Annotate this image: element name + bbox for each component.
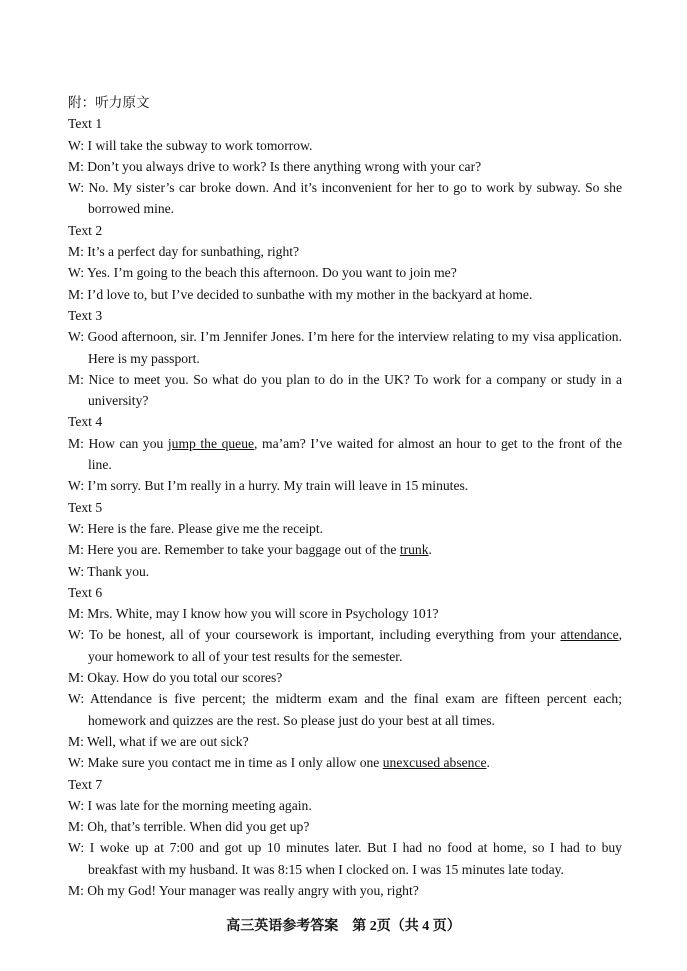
- line-text: Well, what if we are out sick?: [87, 733, 249, 749]
- transcript: [68, 92, 622, 901]
- dialogue-line: M: Don’t you always drive to work? Is there anything wrong with your car?: [68, 158, 482, 174]
- text-block: [68, 220, 622, 305]
- text-block: [68, 411, 622, 496]
- speaker-label: W: [68, 137, 81, 153]
- speaker-label: W: [68, 265, 81, 281]
- dialogue-line: M: Okay. How do you total our scores?: [68, 670, 283, 686]
- dialogue-line: W: No. My sister’s car broke down. And it’s inconvenient for her to go to work by subway. So she borrowed mine.: [68, 180, 622, 217]
- text-block: [68, 497, 622, 582]
- section-heading: 附：听力原文: [68, 95, 150, 110]
- text-label: Text 5: [68, 499, 103, 515]
- line-text: .: [486, 755, 490, 771]
- line-text: , your homework to all of your test results for the semester.: [88, 627, 623, 664]
- underlined-phrase: trunk: [399, 542, 429, 558]
- text-list: [68, 113, 622, 901]
- speaker-label: W: [68, 755, 81, 771]
- line-text: Thank you.: [87, 563, 150, 579]
- dialogue-line: M: Well, what if we are out sick?: [68, 733, 249, 749]
- text-block: [68, 113, 622, 219]
- line-text: Mrs. White, may I know how you will score in Psychology 101?: [87, 606, 439, 622]
- speaker-label: M: [68, 244, 81, 260]
- line-text: I was late for the morning meeting again.: [87, 797, 312, 813]
- dialogue-line: W: Good afternoon, sir. I’m Jennifer Jones. I’m here for the interview relating to my visa application. Here is my passport.: [68, 329, 622, 366]
- line-text: .: [428, 542, 432, 558]
- speaker-label: W: [68, 563, 81, 579]
- dialogue-line: M: How can you jump the queue, ma’am? I’ve waited for almost an hour to get to the front of the line.: [68, 435, 622, 473]
- speaker-label: M: [68, 371, 81, 387]
- speaker-label: W: [68, 520, 81, 536]
- speaker-label: W: [68, 840, 81, 856]
- dialogue-line: M: Oh my God! Your manager was really angry with you, right?: [68, 882, 419, 898]
- line-text: I will take the subway to work tomorrow.: [87, 137, 313, 153]
- line-text: Here you are. Remember to take your baggage out of the: [87, 542, 400, 558]
- line-text: , ma’am? I’ve waited for almost an hour to get to the front of the line.: [88, 435, 622, 473]
- line-text: Good afternoon, sir. I’m Jennifer Jones. I’m here for the interview relating to my visa application. Here is my passport.: [87, 329, 622, 366]
- dialogue-line: W: I will take the subway to work tomorrow.: [68, 137, 313, 153]
- line-text: To be honest, all of your coursework is important, including everything from your: [88, 627, 561, 643]
- speaker-label: M: [68, 542, 81, 558]
- line-text: Nice to meet you. So what do you plan to do in the UK? To work for a company or study in a university?: [88, 371, 622, 409]
- dialogue-line: W: I was late for the morning meeting again.: [68, 797, 312, 813]
- dialogue-line: W: Yes. I’m going to the beach this afternoon. Do you want to join me?: [68, 265, 457, 281]
- underlined-phrase: unexcused absence: [382, 755, 487, 771]
- dialogue-line: W: I’m sorry. But I’m really in a hurry. My train will leave in 15 minutes.: [68, 478, 469, 494]
- speaker-label: M: [68, 286, 81, 302]
- dialogue-line: M: I’d love to, but I’ve decided to sunbathe with my mother in the backyard at home.: [68, 286, 533, 302]
- speaker-label: W: [68, 478, 81, 494]
- dialogue-line: W: Attendance is five percent; the midterm exam and the final exam are fifteen percent each; homework and quizzes are the rest. So please just do your best at all times.: [68, 691, 622, 728]
- line-text: Oh my God! Your manager was really angry with you, right?: [87, 882, 419, 898]
- speaker-label: M: [68, 733, 81, 749]
- speaker-label: M: [68, 606, 81, 622]
- line-text: I woke up at 7:00 and got up 10 minutes later. But I had no food at home, so I had to buy breakfast with my husband. It was 8:15 when I clocked on. I was 15 minutes late today.: [88, 840, 622, 877]
- line-text: How can you: [88, 435, 168, 451]
- dialogue-line: M: Here you are. Remember to take your baggage out of the trunk.: [68, 542, 432, 558]
- dialogue-line: M: Oh, that’s terrible. When did you get up?: [68, 819, 310, 835]
- speaker-label: W: [68, 797, 81, 813]
- dialogue-line: M: It’s a perfect day for sunbathing, right?: [68, 244, 300, 260]
- page-footer: 高三英语参考答案 第 2页（共 4 页）: [226, 919, 461, 934]
- dialogue-line: W: To be honest, all of your coursework is important, including everything from your attendance, your homework to all of your test results for the semester.: [68, 627, 623, 664]
- dialogue-line: M: Mrs. White, may I know how you will score in Psychology 101?: [68, 606, 439, 622]
- text-label: Text 6: [68, 584, 103, 600]
- dialogue-line: W: Thank you.: [68, 563, 150, 579]
- speaker-label: W: [68, 180, 81, 196]
- text-block: [68, 582, 622, 774]
- speaker-label: M: [68, 819, 81, 835]
- line-text: I’d love to, but I’ve decided to sunbathe with my mother in the backyard at home.: [87, 286, 533, 302]
- dialogue-line: W: I woke up at 7:00 and got up 10 minutes later. But I had no food at home, so I had to buy breakfast with my husband. It was 8:15 when I clocked on. I was 15 minutes late today.: [68, 840, 622, 877]
- line-text: No. My sister’s car broke down. And it’s inconvenient for her to go to work by subway. So she borrowed mine.: [88, 180, 622, 217]
- text-label: Text 4: [68, 414, 103, 430]
- line-text: Make sure you contact me in time as I only allow one: [87, 755, 383, 771]
- speaker-label: M: [68, 435, 81, 451]
- dialogue-line: M: Nice to meet you. So what do you plan to do in the UK? To work for a company or study in a university?: [68, 371, 622, 409]
- line-text: Here is the fare. Please give me the receipt.: [87, 520, 324, 536]
- line-text: Attendance is five percent; the midterm exam and the final exam are fifteen percent each; homework and quizzes are the rest. So please just do your best at all times.: [88, 691, 622, 728]
- text-label: Text 7: [68, 776, 103, 792]
- line-text: Yes. I’m going to the beach this afternoon. Do you want to join me?: [87, 265, 457, 281]
- text-label: Text 1: [68, 116, 103, 132]
- line-text: Don’t you always drive to work? Is there anything wrong with your car?: [87, 158, 482, 174]
- speaker-label: M: [68, 158, 81, 174]
- dialogue-line: W: Make sure you contact me in time as I only allow one unexcused absence.: [68, 755, 490, 771]
- text-label: Text 2: [68, 222, 103, 238]
- text-block: [68, 774, 622, 902]
- dialogue-line: W: Here is the fare. Please give me the receipt.: [68, 520, 324, 536]
- speaker-label: W: [68, 691, 81, 707]
- speaker-label: W: [68, 627, 81, 643]
- underlined-phrase: attendance: [560, 627, 619, 643]
- underlined-phrase: jump the queue: [167, 435, 255, 451]
- line-text: Oh, that’s terrible. When did you get up?: [87, 819, 310, 835]
- text-block: [68, 305, 622, 411]
- speaker-label: M: [68, 882, 81, 898]
- speaker-label: W: [68, 329, 81, 345]
- line-text: It’s a perfect day for sunbathing, right?: [87, 244, 300, 260]
- line-text: I’m sorry. But I’m really in a hurry. My train will leave in 15 minutes.: [87, 478, 469, 494]
- line-text: Okay. How do you total our scores?: [87, 670, 283, 686]
- speaker-label: M: [68, 670, 81, 686]
- text-label: Text 3: [68, 307, 103, 323]
